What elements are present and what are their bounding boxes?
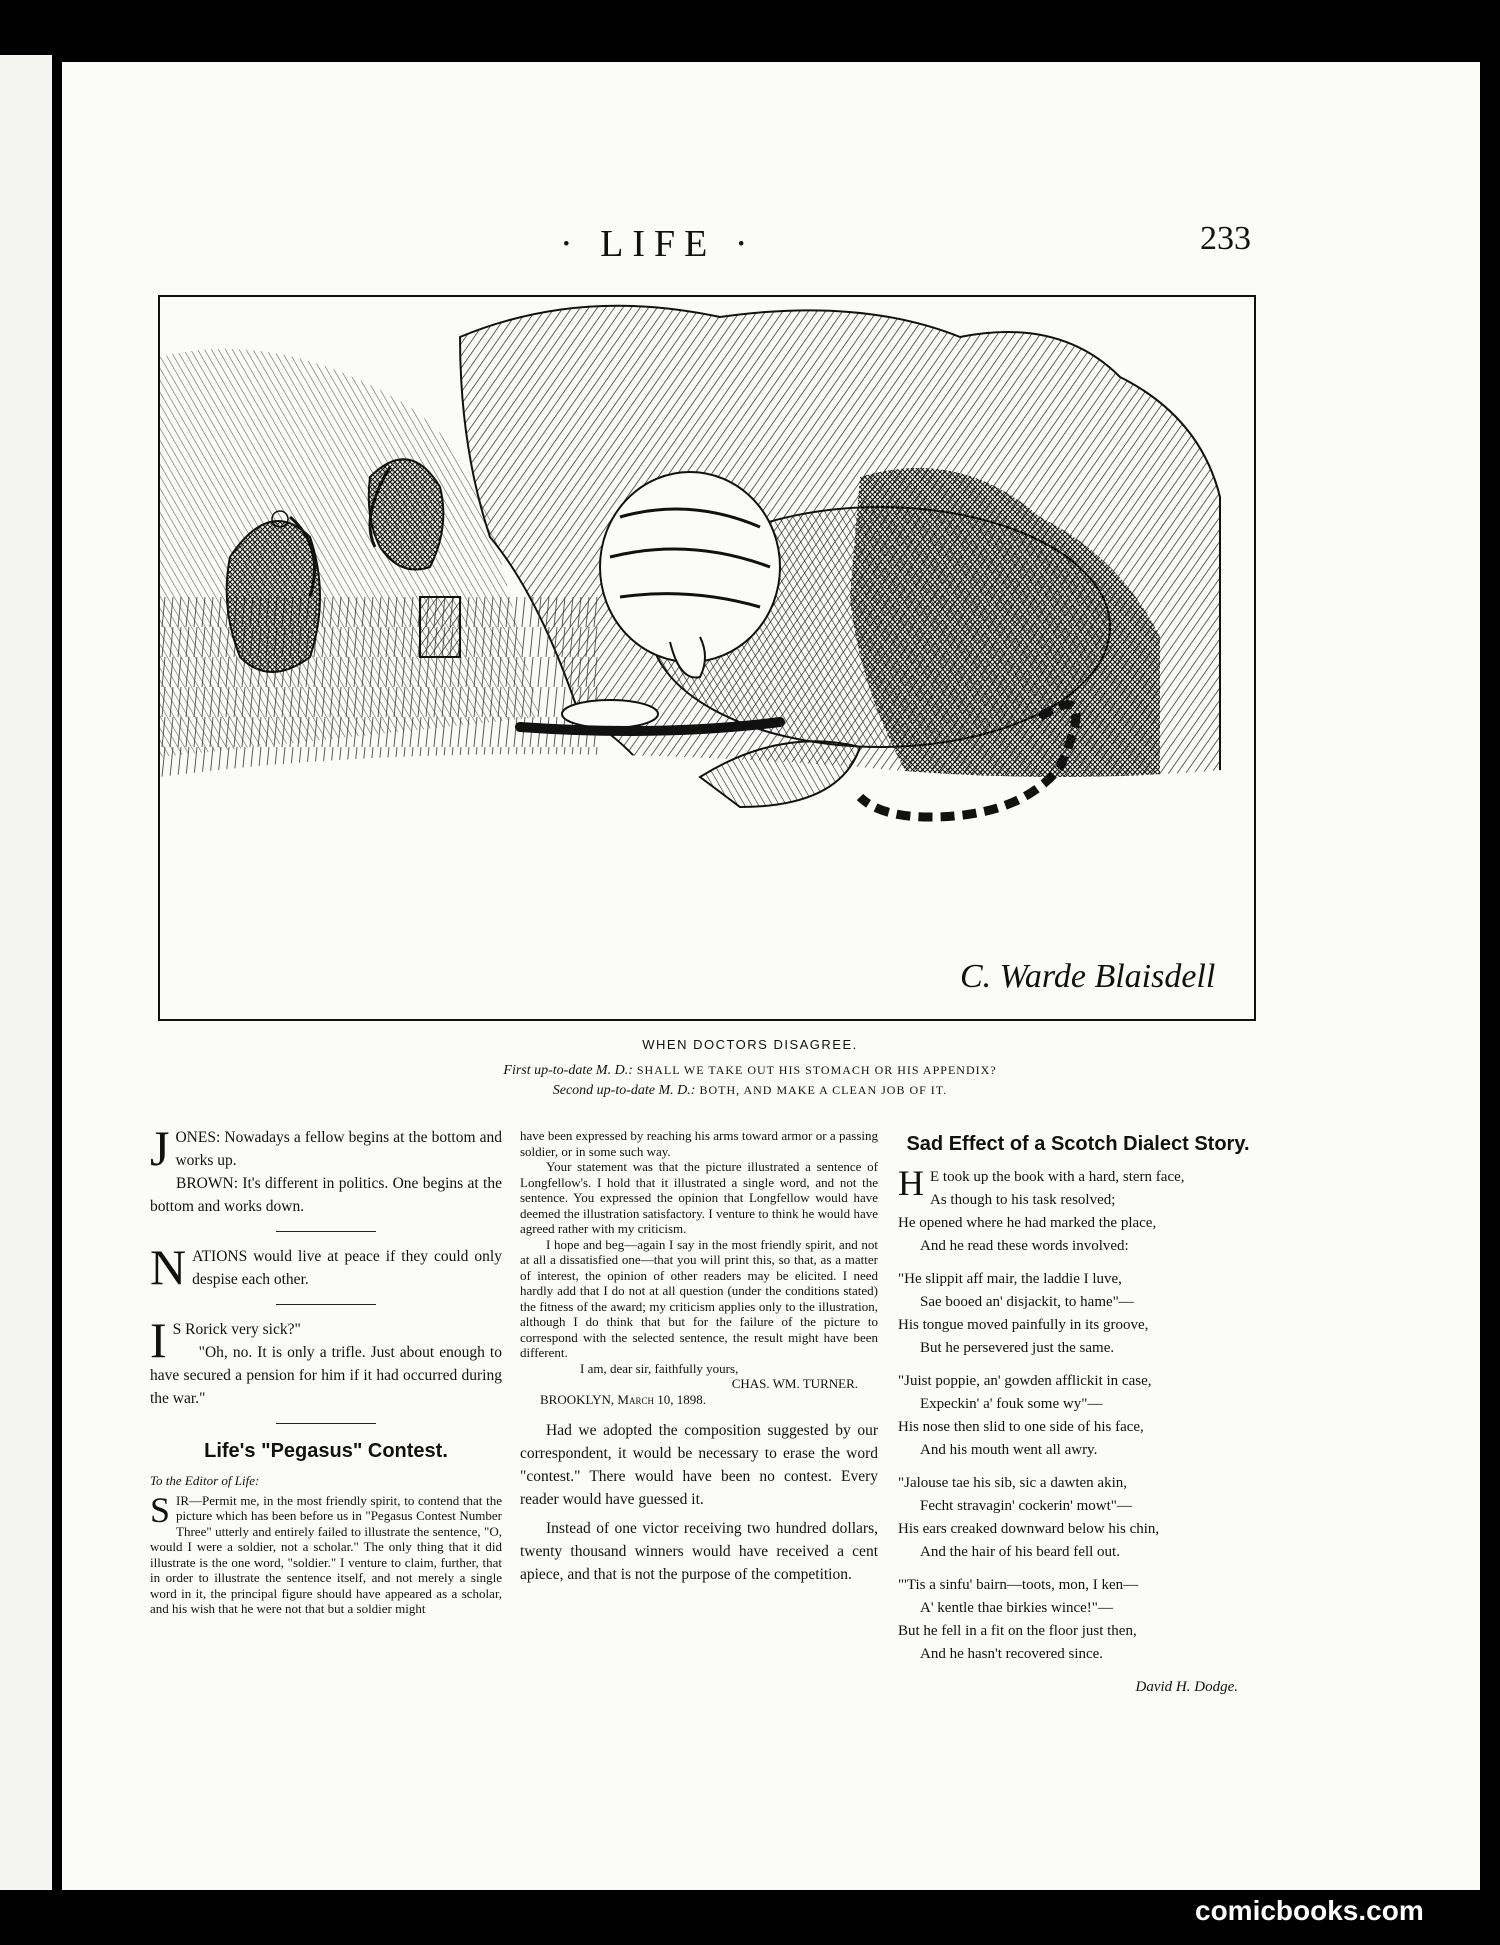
poem-line: And he hasn't recovered since. <box>920 1646 1104 1662</box>
caption-speaker-1: First up-to-date M. D.: <box>503 1063 633 1078</box>
caption-speaker-2: Second up-to-date M. D.: <box>552 1083 696 1098</box>
section-title-pegasus: Life's "Pegasus" Contest. <box>204 1440 448 1462</box>
poem-line: E took up the book with a hard, stern face, <box>930 1169 1185 1185</box>
joke-1-line-1: ONES: Nowadays a fellow begins at the bottom and works up. <box>175 1129 502 1169</box>
letter-closing: I am, dear sir, faithfully yours, <box>580 1360 739 1376</box>
poem-line: And the hair of his beard fell out. <box>920 1544 1120 1560</box>
letter-text-start: IR—Permit me, in the most friendly spirit, to contend that the picture which has been before us in "Pegasus Contest Number Three" utterly and entirely failed to illustrate the sentence, "O, would I were a soldier, not a scholar." The only thing that it did illustrate is the one word, "soldier." I venture to claim, further, that in order to illustrate the sentence itself, and not merely a single word in it, the principal figure should have appeared as a scholar, and his wish that he were not that but a soldier might <box>150 1492 502 1616</box>
joke-3-line-1: S Rorick very sick?" <box>172 1321 301 1338</box>
facing-page-edge <box>0 55 52 1890</box>
letter-paragraph-3: I hope and beg—again I say in the most friendly spirit, and not at all a dissatisfied one—that you will print this, so that, as a matter of interest, the opinion of other readers may be elicited. I need hardly add that I do not at all question (under the conditions stated) the fitness of the award; my criticism applies only to the illustration, although I do think that but for the failure of the picture to correspond with the selected sentence, the result might have been different. <box>520 1236 878 1360</box>
caption-line-2 <box>0 1083 1500 1099</box>
letter-signer: CHAS. WM. TURNER. <box>731 1376 858 1391</box>
poem-stanza-4 <box>898 1472 1258 1564</box>
column-left <box>150 1120 502 1617</box>
dropcap-i: I <box>150 1312 167 1368</box>
caption-line-1 <box>0 1063 1500 1079</box>
poem-stanza-3 <box>898 1370 1258 1462</box>
letter-salutation: To the Editor of Life: <box>150 1473 260 1488</box>
poem-line: His ears creaked downward below his chin, <box>898 1521 1160 1537</box>
poem-title: Sad Effect of a Scotch Dialect Story. <box>906 1133 1250 1155</box>
crucible <box>420 597 460 657</box>
masthead: · LIFE · <box>560 223 757 265</box>
watermark: comicbooks.com <box>1195 1895 1424 1926</box>
poem-line: "Jalouse tae his sib, sic a dawten akin, <box>898 1475 1127 1491</box>
poem-line: And his mouth went all awry. <box>920 1442 1098 1458</box>
poem-line: As though to his task resolved; <box>930 1192 1116 1208</box>
cartoon-drawing <box>160 297 1254 1019</box>
column-middle <box>520 1128 878 1586</box>
caption-text-1: SHALL WE TAKE OUT HIS STOMACH OR HIS APPENDIX? <box>636 1063 997 1077</box>
cartoon-illustration <box>158 295 1256 1021</box>
dropcap-s: S <box>150 1489 171 1530</box>
crow-left <box>227 521 320 672</box>
poem-stanza-2 <box>898 1268 1258 1360</box>
poem-line: His nose then slid to one side of his face, <box>898 1419 1144 1435</box>
bowl <box>562 700 658 728</box>
column-right <box>898 1124 1258 1699</box>
poem-line: Fecht stravagin' cockerin' mowt"— <box>920 1498 1132 1514</box>
poem-line: "He slippit aff mair, the laddie I luve, <box>898 1271 1122 1287</box>
joke-3 <box>150 1312 502 1410</box>
joke-1-line-2: BROWN: It's different in politics. One begins at the bottom and works down. <box>150 1175 502 1215</box>
letter-continued: have been expressed by reaching his arms toward armor or a passing soldier, or in some such way. <box>520 1128 878 1159</box>
divider-rule <box>276 1231 376 1232</box>
letter-place-date: BROOKLYN, March 10, 1898. <box>540 1391 706 1407</box>
letter-paragraph-2: Your statement was that the picture illustrated a sentence of Longfellow's. I hold that it illustrated a single word, and not the sentence. You expressed the opinion that Longfellow would have deemed the illustration satisfactory. I venture to think he would have agreed rather with my criticism. <box>520 1159 878 1236</box>
dropcap-j: J <box>150 1120 170 1176</box>
joke-3-line-2: "Oh, no. It is only a trifle. Just about enough to have secured a pension for him if it had occurred during the war." <box>150 1344 502 1407</box>
poem-author: David H. Dodge. <box>1135 1679 1238 1695</box>
editor-reply-1: Had we adopted the composition suggested by our correspondent, it would be necessary to erase the word "contest." There would have been no contest. Every reader would have guessed it. <box>520 1422 878 1508</box>
poem-line: His tongue moved painfully in its groove, <box>898 1317 1149 1333</box>
poem-line: Sae booed an' disjackit, to hame"— <box>920 1294 1134 1310</box>
letter-body-start <box>150 1489 502 1617</box>
dropcap-n: N <box>150 1239 187 1295</box>
poem-line: "Juist poppie, an' gowden afflickit in case, <box>898 1373 1152 1389</box>
poem-stanza-5 <box>898 1574 1258 1666</box>
poem-line: But he persevered just the same. <box>920 1340 1115 1356</box>
poem <box>898 1163 1258 1699</box>
poem-line: Expeckin' a' fouk some wy"— <box>920 1396 1103 1412</box>
divider-rule <box>276 1423 376 1424</box>
joke-2-line-1: ATIONS would live at peace if they could only despise each other. <box>192 1248 502 1288</box>
joke-1 <box>150 1120 502 1218</box>
divider-rule <box>276 1304 376 1305</box>
tiger-head <box>600 472 780 662</box>
artist-signature: C. Warde Blaisdell <box>960 958 1216 995</box>
editor-reply-2: Instead of one victor receiving two hundred dollars, twenty thousand winners would have received a cent apiece, and that is not the purpose of the competition. <box>520 1520 878 1583</box>
poem-line: And he read these words involved: <box>920 1238 1129 1254</box>
poem-line: A' kentle thae birkies wince!"— <box>920 1600 1113 1616</box>
page-number: 233 <box>1200 220 1251 257</box>
caption-text-2: BOTH, AND MAKE A CLEAN JOB OF IT. <box>699 1083 948 1097</box>
poem-line: "'Tis a sinfu' bairn—toots, mon, I ken— <box>898 1577 1139 1593</box>
page-gutter <box>52 55 62 1890</box>
poem-line: He opened where he had marked the place, <box>898 1215 1157 1231</box>
poem-line: But he fell in a fit on the floor just then, <box>898 1623 1137 1639</box>
joke-2 <box>150 1239 502 1295</box>
cartoon-caption-title: WHEN DOCTORS DISAGREE. <box>642 1037 858 1052</box>
dropcap-h: H <box>898 1163 924 1203</box>
poem-stanza-1 <box>898 1163 1258 1258</box>
